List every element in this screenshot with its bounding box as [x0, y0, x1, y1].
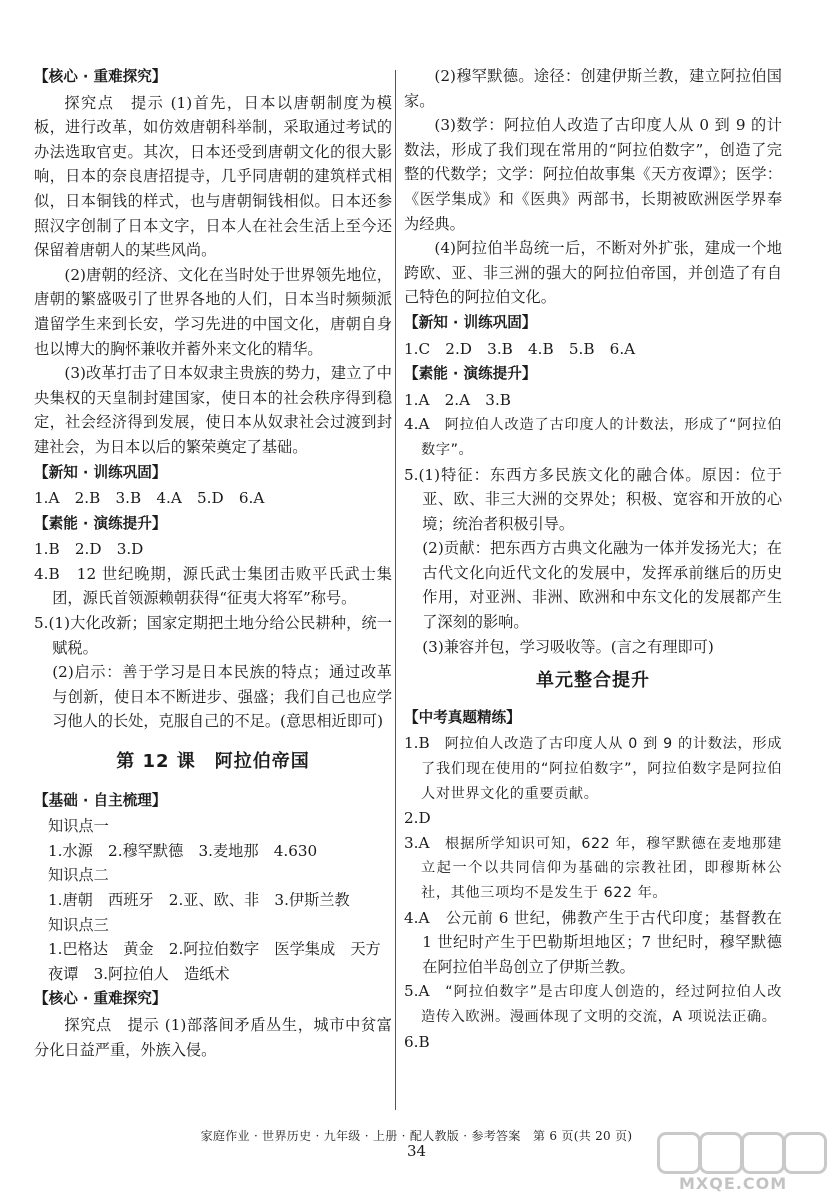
exam-answer-4: [404, 906, 782, 980]
knowledge-point-2-label: 知识点二: [48, 866, 109, 885]
watermark-box-1: [657, 1132, 701, 1174]
lesson-title: 第 12 课 阿拉伯帝国: [116, 751, 310, 773]
page-footer: 家庭作业 · 世界历史 · 九年级 · 上册 · 配人教版 · 参考答案 第 6 页(共 20 页): [200, 1129, 633, 1143]
exam-answer-5-number: 5.A: [404, 982, 430, 1001]
answer-r-q5-part2: (2)贡献：把东西方古典文化融为一体并发扬光大；在古代文化向近代文化的发展中，发挥承前继后的历史作用，对亚洲、非洲、欧洲和中东文化的发展都产生了深刻的影响。: [422, 539, 782, 632]
exam-answer-1: [404, 731, 782, 806]
watermark-box-2: [699, 1132, 743, 1174]
knowledge-point-1-answers: 1.水源 2.穆罕默德 3.麦地那 4.630: [48, 841, 318, 860]
answer-r-q5-part3: (3)兼容并包，学习吸收等。(言之有理即可): [422, 637, 714, 656]
answers-skills-2: 1.A 2.A 3.B: [404, 390, 511, 409]
inquiry-paragraph-1: 探究点 提示 (1)首先，日本以唐朝制度为模板，进行改革，如仿效唐朝科举制，采取通过考试的办法选取官吏。其次，日本还受到唐朝文化的很大影响，日本的奈良唐招提寺，几乎同唐朝的建筑样式相似，日本铜钱的样式，也与唐朝铜钱相似。日本还参照汉字创制了日本文字，日本人在社会生活上至今还保留着唐朝人的某些风尚。: [34, 93, 392, 260]
knowledge-point-1-label: 知识点一: [48, 817, 109, 836]
exam-answer-1-text: 阿拉伯人改造了古印度人从 0 到 9 的计数法，形成了我们现在使用的“阿拉伯数字”，阿拉伯数字是阿拉伯人对世界文化的重要贡献。: [421, 736, 782, 802]
section-header-basics: 【基础 · 自主梳理】: [34, 791, 167, 809]
section-header-core-2: 【核心 · 重难探究】: [34, 990, 167, 1008]
exam-answer-4-text: 公元前 6 世纪，佛教产生于古代印度；基督教在 1 世纪时产生于巴勒斯坦地区；7 世纪时，穆罕默德在阿拉伯半岛创立了伊斯兰教。: [422, 908, 782, 976]
page-number: 34: [406, 1142, 427, 1160]
section-header-exam: 【中考真题精练】: [404, 708, 521, 726]
answers-skills-1: 1.B 2.D 3.D: [34, 540, 144, 559]
knowledge-point-3-label: 知识点三: [48, 915, 109, 934]
inquiry-paragraph-r2: (3)数学：阿拉伯人改造了古印度人从 0 到 9 的计数法，形成了我们现在常用的“阿拉伯数字”，创造了完整的代数学；文学：阿拉伯故事集《天方夜谭》；医学：《医学集成》和《医典》两部书，长期被欧洲医学界奉为经典。: [404, 116, 782, 233]
exam-answer-5-text: “阿拉伯数字”是古印度人创造的，经过阿拉伯人改造传入欧洲。漫画体现了文明的交流，A 项说法正确。: [421, 984, 782, 1025]
watermark-logo: [657, 1132, 827, 1194]
inquiry-paragraph-r1: (2)穆罕默德。途径：创建伊斯兰教，建立阿拉伯国家。: [404, 67, 782, 110]
answer-q4: 4.B 12 世纪晚期，源氏武士集团击败平氏武士集团，源氏首领源赖朝获得“征夷大将军”称号。: [34, 564, 392, 608]
inquiry-paragraph-lesson12: 探究点 提示 (1)部落间矛盾丛生，城市中贫富分化日益严重，外族入侵。: [34, 1015, 392, 1059]
left-column: [34, 64, 392, 1062]
answers-new-knowledge-1: 1.A 2.B 3.B 4.A 5.D 6.A: [34, 489, 265, 508]
right-column: [404, 64, 782, 1054]
answer-r-q4-text: 阿拉伯人改造了古印度人的计数法，形成了“阿拉伯数字”。: [421, 417, 782, 458]
section-header-skills-2: 【素能 · 演练提升】: [404, 365, 537, 383]
section-header-core-1: 【核心 · 重难探究】: [34, 68, 167, 85]
watermark-box-3: [741, 1132, 785, 1174]
knowledge-point-2-answers: 1.唐朝 西班牙 2.亚、欧、非 3.伊斯兰教: [48, 891, 350, 909]
knowledge-point-3-answers: 1.巴格达 黄金 2.阿拉伯数字 医学集成 天方夜谭 3.阿拉伯人 造纸术: [48, 940, 381, 983]
section-header-new-knowledge-1: 【新知 · 训练巩固】: [34, 463, 167, 481]
answer-r-q4: [404, 412, 782, 462]
exam-answer-4-number: 4.A: [404, 908, 430, 927]
exam-answer-3-number: 3.A: [404, 833, 430, 852]
answer-q5-part1: 5.(1)大化改新；国家定期把土地分给公民耕种，统一赋税。: [34, 614, 392, 657]
exam-answer-5: [404, 979, 782, 1029]
column-divider: [395, 70, 396, 1110]
answer-r-q5-part1: 5.(1)特征：东西方多民族文化的融合体。原因：位于亚、欧、非三大洲的交界处；积极、宽容和开放的心境；统治者积极引导。: [404, 465, 782, 533]
inquiry-paragraph-3: (3)改革打击了日本奴隶主贵族的势力，建立了中央集权的天皇制封建国家，使日本的社会秩序得到稳定，社会经济得到发展，使日本从奴隶社会过渡到封建社会，为日本以后的繁荣奠定了基础。: [34, 364, 392, 456]
exam-answer-1-number: 1.B: [404, 734, 430, 753]
unit-title: 单元整合提升: [536, 670, 650, 692]
watermark-url: MXQE.COM: [679, 1174, 788, 1193]
answer-r-q4-number: 4.A: [404, 415, 430, 434]
watermark-box-4: [783, 1132, 827, 1174]
exam-answer-3: [404, 831, 782, 906]
answers-new-knowledge-2: 1.C 2.D 3.B 4.B 5.B 6.A: [404, 339, 636, 358]
answer-q5-part2: (2)启示：善于学习是日本民族的特点；通过改革与创新，使日本不断进步、强盛；我们自己也应学习他人的长处，克服自己的不足。(意思相近即可): [52, 663, 392, 731]
exam-answer-3-text: 根据所学知识可知，622 年，穆罕默德在麦地那建立起一个以共同信仰为基础的宗教社团，即穆斯林公社，其他三项均不是发生于 622 年。: [421, 835, 782, 901]
exam-answer-6: 6.B: [404, 1032, 430, 1051]
inquiry-paragraph-2: (2)唐朝的经济、文化在当时处于世界领先地位，唐朝的繁盛吸引了世界各地的人们，日本当时频频派遣留学生来到长安，学习先进的中国文化，唐朝自身也以博大的胸怀兼收并蓄外来文化的精华。: [34, 265, 392, 358]
section-header-skills-1: 【素能 · 演练提升】: [34, 514, 167, 532]
exam-answer-2: 2.D: [404, 809, 431, 828]
inquiry-paragraph-r3: (4)阿拉伯半岛统一后，不断对外扩张，建成一个地跨欧、亚、非三洲的强大的阿拉伯帝国，并创造了有自己特色的阿拉伯文化。: [404, 239, 782, 307]
section-header-new-knowledge-2: 【新知 · 训练巩固】: [404, 313, 537, 331]
